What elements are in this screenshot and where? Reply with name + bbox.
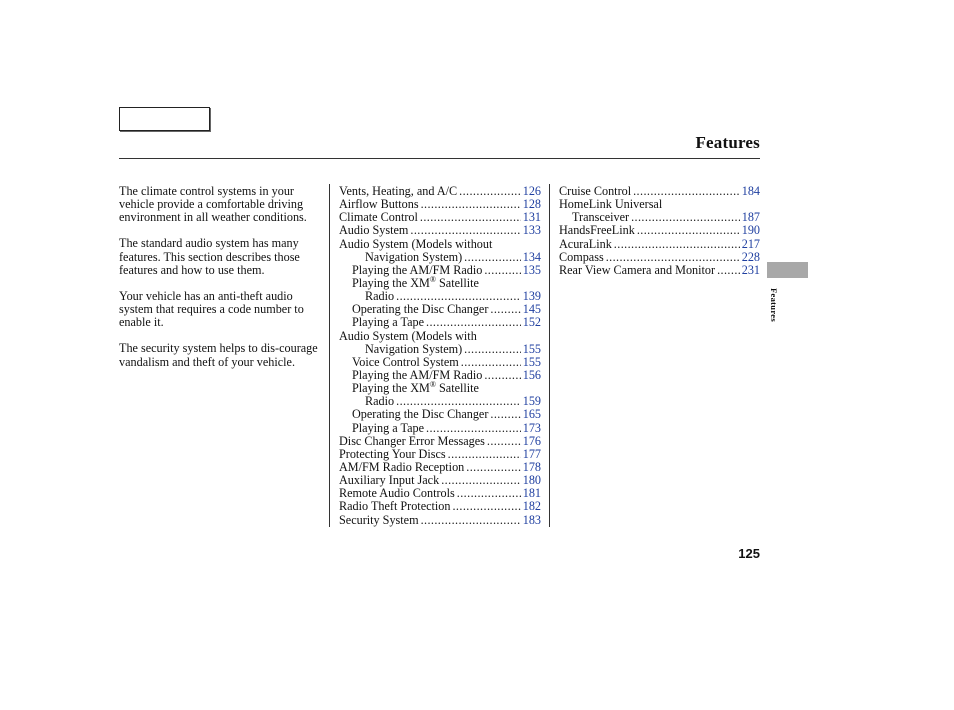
toc-page-link[interactable]: 139: [522, 289, 541, 304]
toc-page-link[interactable]: 178: [522, 459, 541, 474]
toc-leader-dots: [421, 514, 521, 527]
toc-entry-label: Remote Audio Controls: [339, 486, 455, 501]
toc-leader-dots: [637, 224, 740, 237]
intro-paragraph: The standard audio system has many features. This section describes those features and how to use them.: [119, 236, 300, 277]
toc-leader-dots: [448, 448, 521, 461]
toc-page-link[interactable]: 159: [522, 394, 541, 409]
toc-page-link[interactable]: 173: [522, 420, 541, 435]
toc-leader-dots: [466, 461, 520, 474]
toc-page-link[interactable]: 165: [522, 407, 541, 422]
toc-leader-dots: [484, 264, 520, 277]
page-number: 125: [738, 546, 760, 561]
toc-entry: [339, 330, 541, 343]
toc-entry[interactable]: [339, 316, 541, 329]
toc-column-2: [559, 185, 760, 277]
intro-text: [119, 185, 324, 382]
toc-entry-label: Voice Control System: [352, 354, 459, 369]
toc-leader-dots: [464, 343, 521, 356]
toc-leader-dots: [459, 185, 521, 198]
side-tab-label: [767, 284, 781, 326]
toc-leader-dots: [614, 238, 740, 251]
toc-leader-dots: [464, 251, 521, 264]
toc-entry[interactable]: [339, 356, 541, 369]
toc-leader-dots: [606, 251, 740, 264]
toc-page-link[interactable]: 228: [741, 249, 760, 264]
toc-leader-dots: [426, 316, 521, 329]
toc-entry-label: HandsFreeLink: [559, 223, 635, 238]
toc-entry-label: Cruise Control: [559, 184, 632, 198]
toc-entry-label: Vents, Heating, and A/C: [339, 184, 458, 198]
toc-entry-label: Playing the AM/FM Radio: [352, 262, 483, 277]
toc-entry-label: Playing the AM/FM Radio: [352, 367, 483, 382]
toc-entry-label: Operating the Disc Changer: [352, 302, 489, 317]
toc-entry-label: Transceiver: [572, 210, 630, 225]
toc-leader-dots: [421, 198, 521, 211]
toc-page-link[interactable]: 152: [522, 315, 541, 330]
toc-page-link[interactable]: 182: [522, 499, 541, 514]
toc-leader-dots: [426, 422, 521, 435]
toc-entry-label: Audio System (Models with: [339, 328, 477, 343]
toc-page-link[interactable]: 217: [741, 236, 760, 251]
toc-entry[interactable]: [559, 238, 760, 251]
toc-entry-label: Security System: [339, 512, 419, 527]
toc-page-link[interactable]: 135: [522, 262, 541, 277]
toc-entry-label: AcuraLink: [559, 236, 612, 251]
toc-entry[interactable]: [559, 251, 760, 264]
toc-entry[interactable]: [339, 343, 541, 356]
toc-page-link[interactable]: 131: [522, 210, 541, 225]
toc-entry[interactable]: [339, 408, 541, 421]
toc-entry-label: Rear View Camera and Monitor: [559, 262, 716, 277]
toc-leader-dots: [457, 487, 521, 500]
toc-entry-label: Audio System: [339, 223, 409, 238]
header-box: [119, 107, 210, 131]
toc-entry-label: Radio: [365, 289, 395, 304]
toc-leader-dots: [484, 369, 520, 382]
toc-page-link[interactable]: 187: [741, 210, 760, 225]
toc-entry[interactable]: [339, 514, 541, 527]
section-tab[interactable]: [767, 262, 808, 278]
toc-page-link[interactable]: 176: [522, 433, 541, 448]
toc-entry-label: Playing a Tape: [352, 315, 425, 330]
toc-entry-label: Navigation System): [365, 249, 463, 264]
toc-leader-dots: [490, 408, 520, 421]
toc-entry-label: Airflow Buttons: [339, 197, 419, 212]
intro-paragraph: The security system helps to dis-courage vandalism and theft of your vehicle.: [119, 341, 318, 369]
toc-page-link[interactable]: 145: [522, 302, 541, 317]
toc-leader-dots: [487, 435, 521, 448]
toc-entry[interactable]: [339, 264, 541, 277]
intro-paragraph: Your vehicle has an anti-theft audio system that requires a code number to enable it.: [119, 288, 304, 330]
toc-entry[interactable]: [339, 448, 541, 461]
toc-entry[interactable]: [339, 224, 541, 237]
toc-entry[interactable]: [339, 422, 541, 435]
toc-leader-dots: [410, 224, 520, 237]
page-title: Features: [695, 133, 760, 152]
toc-entry-label: Radio Theft Protection: [339, 499, 451, 514]
intro-paragraph: The climate control systems in your vehicle provide a comfortable driving environment in all weather conditions.: [119, 184, 307, 225]
toc-page-link[interactable]: 180: [522, 473, 541, 488]
toc-entry[interactable]: [559, 264, 760, 277]
toc-entry: [339, 238, 541, 251]
toc-leader-dots: [452, 500, 520, 513]
toc-entry-label: HomeLink Universal: [559, 197, 663, 212]
column-divider: [549, 184, 550, 527]
toc-column-1: [339, 185, 541, 527]
toc-entry[interactable]: [339, 500, 541, 513]
toc-page-link[interactable]: 183: [522, 512, 541, 527]
toc-page-link[interactable]: 126: [522, 184, 541, 198]
toc-entry-label: Navigation System): [365, 341, 463, 356]
toc-page-link[interactable]: 155: [522, 354, 541, 369]
toc-leader-dots: [631, 211, 740, 224]
toc-leader-dots: [420, 211, 521, 224]
toc-leader-dots: [490, 303, 520, 316]
side-tab-text: Features: [769, 288, 779, 322]
column-divider: [329, 184, 330, 527]
toc-page-link[interactable]: 177: [522, 446, 541, 461]
toc-page-link[interactable]: 190: [741, 223, 760, 238]
toc-entry-label: Climate Control: [339, 210, 418, 225]
toc-leader-dots: [461, 356, 521, 369]
toc-page-link[interactable]: 181: [522, 486, 541, 501]
toc-page-link[interactable]: 133: [522, 223, 541, 238]
toc-entry-label: Compass: [559, 249, 604, 264]
toc-page-link[interactable]: 128: [522, 197, 541, 212]
toc-entry-label: Operating the Disc Changer: [352, 407, 489, 422]
toc-entry[interactable]: [339, 251, 541, 264]
toc-entry-label: Audio System (Models without: [339, 236, 493, 251]
toc-page-link[interactable]: 156: [522, 367, 541, 382]
toc-entry-label: Playing the XM® Satellite: [352, 380, 479, 396]
toc-page-link[interactable]: 231: [741, 262, 760, 277]
toc-entry-label: Playing the XM® Satellite: [352, 274, 479, 290]
toc-leader-dots: [717, 264, 740, 277]
toc-entry-label: Disc Changer Error Messages: [339, 433, 485, 448]
toc-entry-label: Auxiliary Input Jack: [339, 473, 440, 488]
toc-entry[interactable]: [339, 435, 541, 448]
toc-entry-label: Radio: [365, 394, 395, 409]
toc-entry-label: Playing a Tape: [352, 420, 425, 435]
header-rule: [119, 158, 760, 159]
toc-page-link[interactable]: 155: [522, 341, 541, 356]
toc-page-link[interactable]: 184: [741, 184, 760, 198]
toc-entry-label: Protecting Your Discs: [339, 446, 446, 461]
toc-entry-label: AM/FM Radio Reception: [339, 459, 465, 474]
toc-entry[interactable]: [559, 224, 760, 237]
toc-page-link[interactable]: 134: [522, 249, 541, 264]
